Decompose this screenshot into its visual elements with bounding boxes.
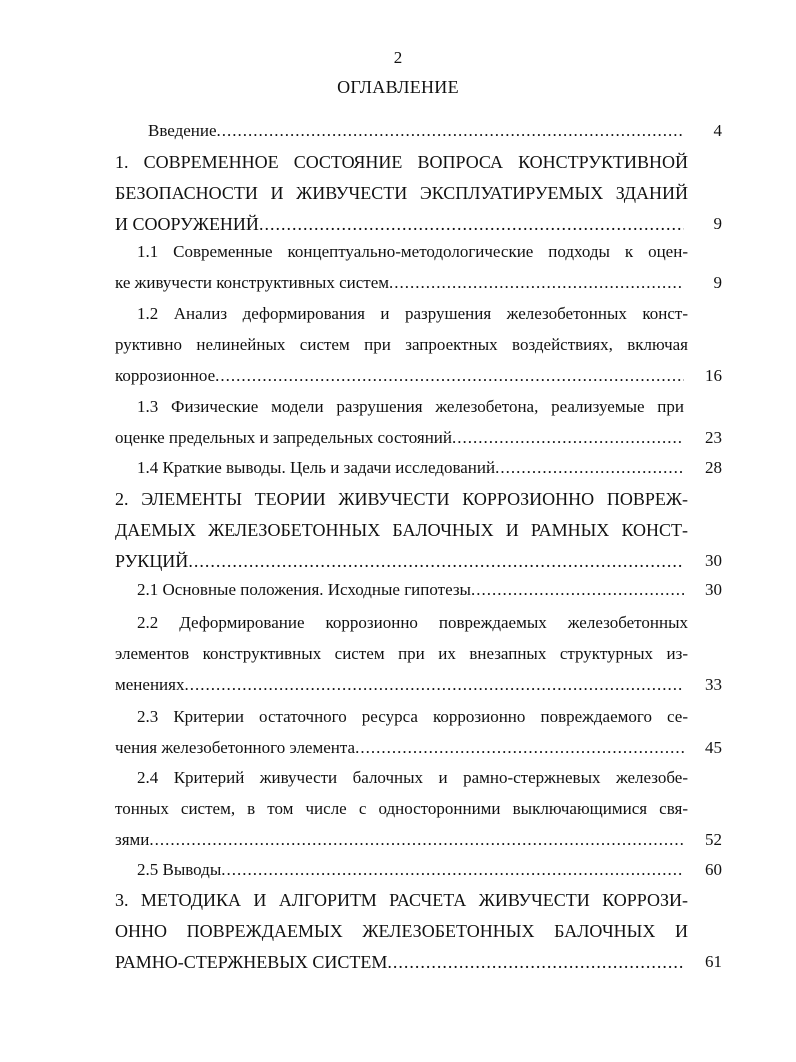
toc-entry-title[interactable] (115, 952, 684, 972)
toc-page-number: 30 (705, 580, 722, 599)
toc-entry-title-text: ке живучести конструктивных систем (115, 273, 389, 292)
toc-entry-line: 1.3 Физические модели разрушения железобетона, реализуемые при (137, 397, 684, 416)
toc-entry-title[interactable] (115, 551, 684, 571)
toc-entry-line: 1. СОВРЕМЕННОЕ СОСТОЯНИЕ ВОПРОСА КОНСТРУКТИВНОЙ (115, 152, 688, 172)
toc-entry-title[interactable] (115, 675, 684, 695)
toc-entry-title-text: менениях (115, 675, 185, 694)
toc-entry-line: ОННО ПОВРЕЖДАЕМЫХ ЖЕЛЕЗОБЕТОННЫХ БАЛОЧНЫХ И (115, 921, 688, 941)
toc-entry-title[interactable] (115, 738, 684, 758)
dot-leader (387, 952, 684, 972)
toc-entry-title-text: РАМНО-СТЕРЖНЕВЫХ СИСТЕМ (115, 952, 388, 972)
dot-leader (471, 580, 684, 600)
dot-leader (221, 860, 684, 880)
toc-entry-title[interactable] (115, 273, 684, 293)
toc-entry-title[interactable] (115, 428, 684, 448)
page-number: 2 (393, 48, 403, 67)
toc-page-number: 28 (705, 458, 722, 477)
dot-leader (188, 551, 684, 571)
toc-entry-line: тонных систем, в том числе с односторонними выключающимися свя- (115, 799, 688, 818)
toc-entry-line: 2.3 Критерии остаточного ресурса коррозионно повреждаемого се- (137, 707, 688, 726)
toc-entry-title-text: 1.4 Краткие выводы. Цель и задачи исследований (137, 458, 496, 477)
dot-leader (259, 214, 684, 234)
toc-page-number: 9 (713, 214, 722, 233)
toc-entry-title-text: РУКЦИЙ (115, 551, 189, 571)
dot-leader (217, 121, 684, 141)
toc-entry-line: 1.1 Современные концептуально-методологические подходы к оцен- (137, 242, 688, 261)
toc-page-number: 23 (705, 428, 722, 447)
dot-leader (149, 830, 684, 850)
toc-page-number: 45 (705, 738, 722, 757)
toc-page-number: 9 (713, 273, 722, 292)
toc-entry-line: 2.4 Критерий живучести балочных и рамно-стержневых железобе- (137, 768, 688, 787)
toc-entry-title[interactable] (148, 121, 684, 141)
dot-leader (355, 738, 684, 758)
toc-page-number: 30 (705, 551, 722, 570)
dot-leader (452, 428, 684, 448)
toc-entry-line: элементов конструктивных систем при их внезапных структурных из- (115, 644, 688, 663)
dot-leader (215, 366, 684, 386)
toc-entry-title-text: Введение (148, 121, 217, 140)
toc-entry-title-text: 2.5 Выводы (137, 860, 222, 879)
toc-entry-title-text: зями (115, 830, 150, 849)
toc-entry-title[interactable] (115, 830, 684, 850)
toc-entry-title-text: оценке предельных и запредельных состояний (115, 428, 453, 447)
toc-entry-title[interactable] (137, 860, 684, 880)
toc-page-number: 60 (705, 860, 722, 879)
dot-leader (495, 458, 684, 478)
toc-entry-line: 2. ЭЛЕМЕНТЫ ТЕОРИИ ЖИВУЧЕСТИ КОРРОЗИОННО ПОВРЕЖ- (115, 489, 688, 509)
dot-leader (389, 273, 684, 293)
toc-entry-title-text: коррозионное (115, 366, 216, 385)
toc-entry-line: БЕЗОПАСНОСТИ И ЖИВУЧЕСТИ ЭКСПЛУАТИРУЕМЫХ ЗДАНИЙ (115, 183, 688, 203)
toc-page-number: 16 (705, 366, 722, 385)
toc-entry-line: 1.2 Анализ деформирования и разрушения железобетонных конст- (137, 304, 688, 323)
toc-entry-title-text: чения железобетонного элемента (115, 738, 356, 757)
toc-entry-title-text: 2.1 Основные положения. Исходные гипотезы (137, 580, 471, 599)
toc-entry-title[interactable] (137, 458, 684, 478)
toc-page-number: 4 (713, 121, 722, 140)
toc-entry-title[interactable] (115, 214, 684, 234)
toc-entry-line: руктивно нелинейных систем при запроектных воздействиях, включая (115, 335, 688, 354)
toc-page-number: 61 (705, 952, 722, 971)
dot-leader (184, 675, 684, 695)
toc-entry-line: 3. МЕТОДИКА И АЛГОРИТМ РАСЧЕТА ЖИВУЧЕСТИ КОРРОЗИ- (115, 890, 688, 910)
toc-entry-line: ДАЕМЫХ ЖЕЛЕЗОБЕТОННЫХ БАЛОЧНЫХ И РАМНЫХ КОНСТ- (115, 520, 688, 540)
toc-page-number: 52 (705, 830, 722, 849)
toc-entry-title-text: И СООРУЖЕНИЙ (115, 214, 259, 234)
toc-heading: ОГЛАВЛЕНИЕ (337, 77, 459, 97)
toc-entry-title[interactable] (115, 366, 684, 386)
toc-entry-line: 2.2 Деформирование коррозионно повреждаемых железобетонных (137, 613, 688, 632)
toc-page-number: 33 (705, 675, 722, 694)
toc-entry-title[interactable] (137, 580, 684, 600)
